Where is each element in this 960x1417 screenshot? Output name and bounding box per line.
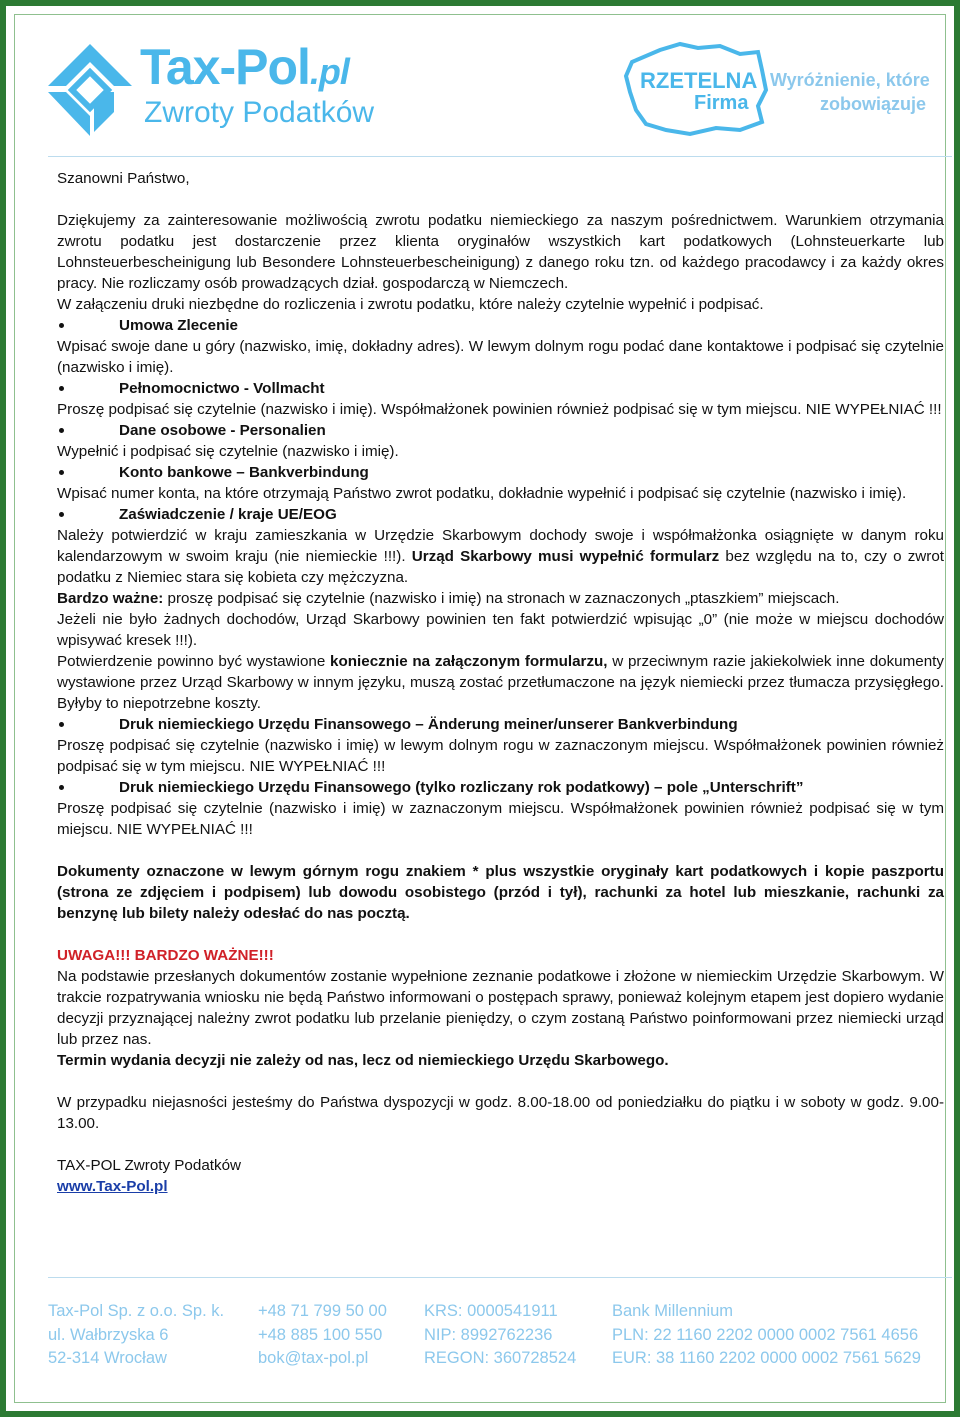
bullet-icon [59,785,64,790]
list-item: Pełnomocnictwo - Vollmacht [57,378,944,399]
documents-paragraph: Dokumenty oznaczone w lewym górnym rogu znakiem * plus wszystkie oryginały kart podatkowych i kopie paszportu (strona ze zdjęciem i podpisem) lub dowodu osobistego (przód i tył), rachunki za hotel lub mieszkanie, rachunki za benzynę lub bilety należy odesłać do nas pocztą. [57,863,944,922]
footer-company: Tax-Pol Sp. z o.o. Sp. k. ul. Wałbrzyska 6 52-314 Wrocław [48,1302,225,1367]
badge-word-firma: Firma [694,92,749,114]
list-item-text: Proszę podpisać się czytelnie (nazwisko i imię) w zaznaczonym miejscu. Współmałżonek powinien również podpisać się w tym miejscu. NIE WYPEŁNIAĆ !!! [57,800,944,838]
bullet-icon [59,323,64,328]
warning-paragraph: Na podstawie przesłanych dokumentów zostanie wypełnione zeznanie podatkowe i złożone w niemieckim Urzędzie Skarbowym. W trakcie rozpatrywania wniosku nie będą Państwo informowani o postępach sprawy, ponieważ kolejnym etapem jest dopiero wydanie decyzji przyznającej należny zwrot podatku lub przelanie pieniędzy, o czym zostaną Państwo poinformowani przez niemiecki urząd lub przez nas. [57,968,944,1048]
intro-paragraph: Dziękujemy za zainteresowanie możliwością zwrotu podatku niemieckiego za naszym pośrednictwem. Warunkiem otrzymania zwrotu podatku jest dostarczenie przez klienta oryginałów wszystkich kart podatkowych (Lohnsteuerkarte lub Lohnsteuerbescheinigung lub Besondere Lohnsteuerbescheinigung) z danego roku tzn. od każdego pracodawcy i za każdy okres pracy. Nie rozliczamy osób prowadzących dział. gospodarczą w Niemczech. [57,212,944,292]
ue-paragraph-4: Potwierdzenie powinno być wystawione koniecznie na załączonym formularzu, w przeciwnym razie jakiekolwiek inne dokumenty wystawione przez Urząd Skarbowy w innym języku, muszą zostać przetłumaczone na język niemiecki przez tłumacza przysięgłego. Byłyby to niepotrzebne koszty. [57,653,944,712]
footer [48,1300,960,1380]
slogan-line-1: Wyróżnienie, które [770,70,930,90]
footer-bank: Bank Millennium PLN: 22 1160 2202 0000 0002 7561 4656 EUR: 38 1160 2202 0000 0002 7561 5629 [612,1302,921,1367]
logo-arrows-icon [44,40,136,140]
ue-paragraph-1: Należy potwierdzić w kraju zamieszkania w Urzędzie Skarbowym dochody swoje i współmałżonka osiągnięte w danym roku kalendarzowym w swoim kraju (nie niemieckie !!!). Urząd Skarbowy musi wypełnić formularz bez względu na to, czy o zwrot podatku z Niemiec stara się kobieta czy mężczyzna. [57,527,944,586]
contact-paragraph: W przypadku niejasności jesteśmy do Państwa dyspozycji w godz. 8.00-18.00 od poniedziałku do piątku i w soboty w godz. 9.00-13.00. [57,1094,944,1132]
list-item-text: Proszę podpisać się czytelnie (nazwisko i imię) w lewym dolnym rogu w zaznaczonym miejscu. Współmałżonek powinien również podpisać się w tym miejscu. NIE WYPEŁNIAĆ !!! [57,737,944,775]
ue-paragraph-3: Jeżeli nie było żadnych dochodów, Urząd Skarbowy powinien ten fakt potwierdzić wpisując „0” (nie może w miejscu dochodów wpisywać kresek !!!). [57,611,944,649]
slogan-line-2: zobowiązuje [820,94,927,114]
list-item: Dane osobowe - Personalien [57,420,944,441]
website-link[interactable]: www.Tax-Pol.pl [57,1178,168,1195]
attachment-paragraph: W załączeniu druki niezbędne do rozliczenia i zwrotu podatku, które należy czytelnie wypełnić i podpisać. [57,296,764,313]
header-divider [48,156,952,157]
letter-body [57,168,944,1197]
list-item: Zaświadczenie / kraje UE/EOG [57,504,944,525]
reliable-company-badge [620,40,960,140]
warning-heading: UWAGA!!! BARDZO WAŻNE!!! [57,947,274,964]
list-item-text: Wpisać swoje dane u góry (nazwisko, imię, dokładny adres). W lewym dolnym rogu podać dane kontaktowe i podpisać się czytelnie (nazwisko i imię). [57,338,944,376]
company-logo [44,38,384,138]
badge-word-rzetelna: RZETELNA [640,68,758,93]
signature: TAX-POL Zwroty Podatków [57,1157,241,1174]
list-item-text: Proszę podpisać się czytelnie (nazwisko i imię). Współmałżonek powinien również podpisać się w tym miejscu. NIE WYPEŁNIAĆ !!! [57,401,942,418]
greeting: Szanowni Państwo, [57,170,190,187]
bullet-icon [59,470,64,475]
list-item-text: Wpisać numer konta, na które otrzymają Państwo zwrot podatku, dokładnie wypełnić i podpisać się czytelnie (nazwisko i imię). [57,485,907,502]
list-item: Konto bankowe – Bankverbindung [57,462,944,483]
bullet-icon [59,428,64,433]
bullet-icon [59,386,64,391]
list-item-text: Wypełnić i podpisać się czytelnie (nazwisko i imię). [57,443,399,460]
list-item: Umowa Zlecenie [57,315,944,336]
footer-contact: +48 71 799 50 00 +48 885 100 550 bok@tax-pol.pl [258,1300,387,1371]
bullet-icon [59,722,64,727]
logo-subtitle: Zwroty Podatków [144,96,375,129]
footer-divider [48,1277,952,1278]
ue-paragraph-2: Bardzo ważne: proszę podpisać się czytelnie (nazwisko i imię) na stronach w zaznaczonych „ptaszkiem” miejscach. [57,590,840,607]
decision-note: Termin wydania decyzji nie zależy od nas, lecz od niemieckiego Urzędu Skarbowego. [57,1052,669,1069]
list-item: Druk niemieckiego Urzędu Finansowego – Änderung meiner/unserer Bankverbindung [57,714,944,735]
list-item: Druk niemieckiego Urzędu Finansowego (tylko rozliczany rok podatkowy) – pole „Unterschrift” [57,777,944,798]
logo-title: Tax-Pol.pl [140,39,349,95]
bullet-icon [59,512,64,517]
footer-email: bok@tax-pol.pl [258,1349,369,1367]
footer-registry: KRS: 0000541911 NIP: 8992762236 REGON: 360728524 [424,1302,577,1367]
